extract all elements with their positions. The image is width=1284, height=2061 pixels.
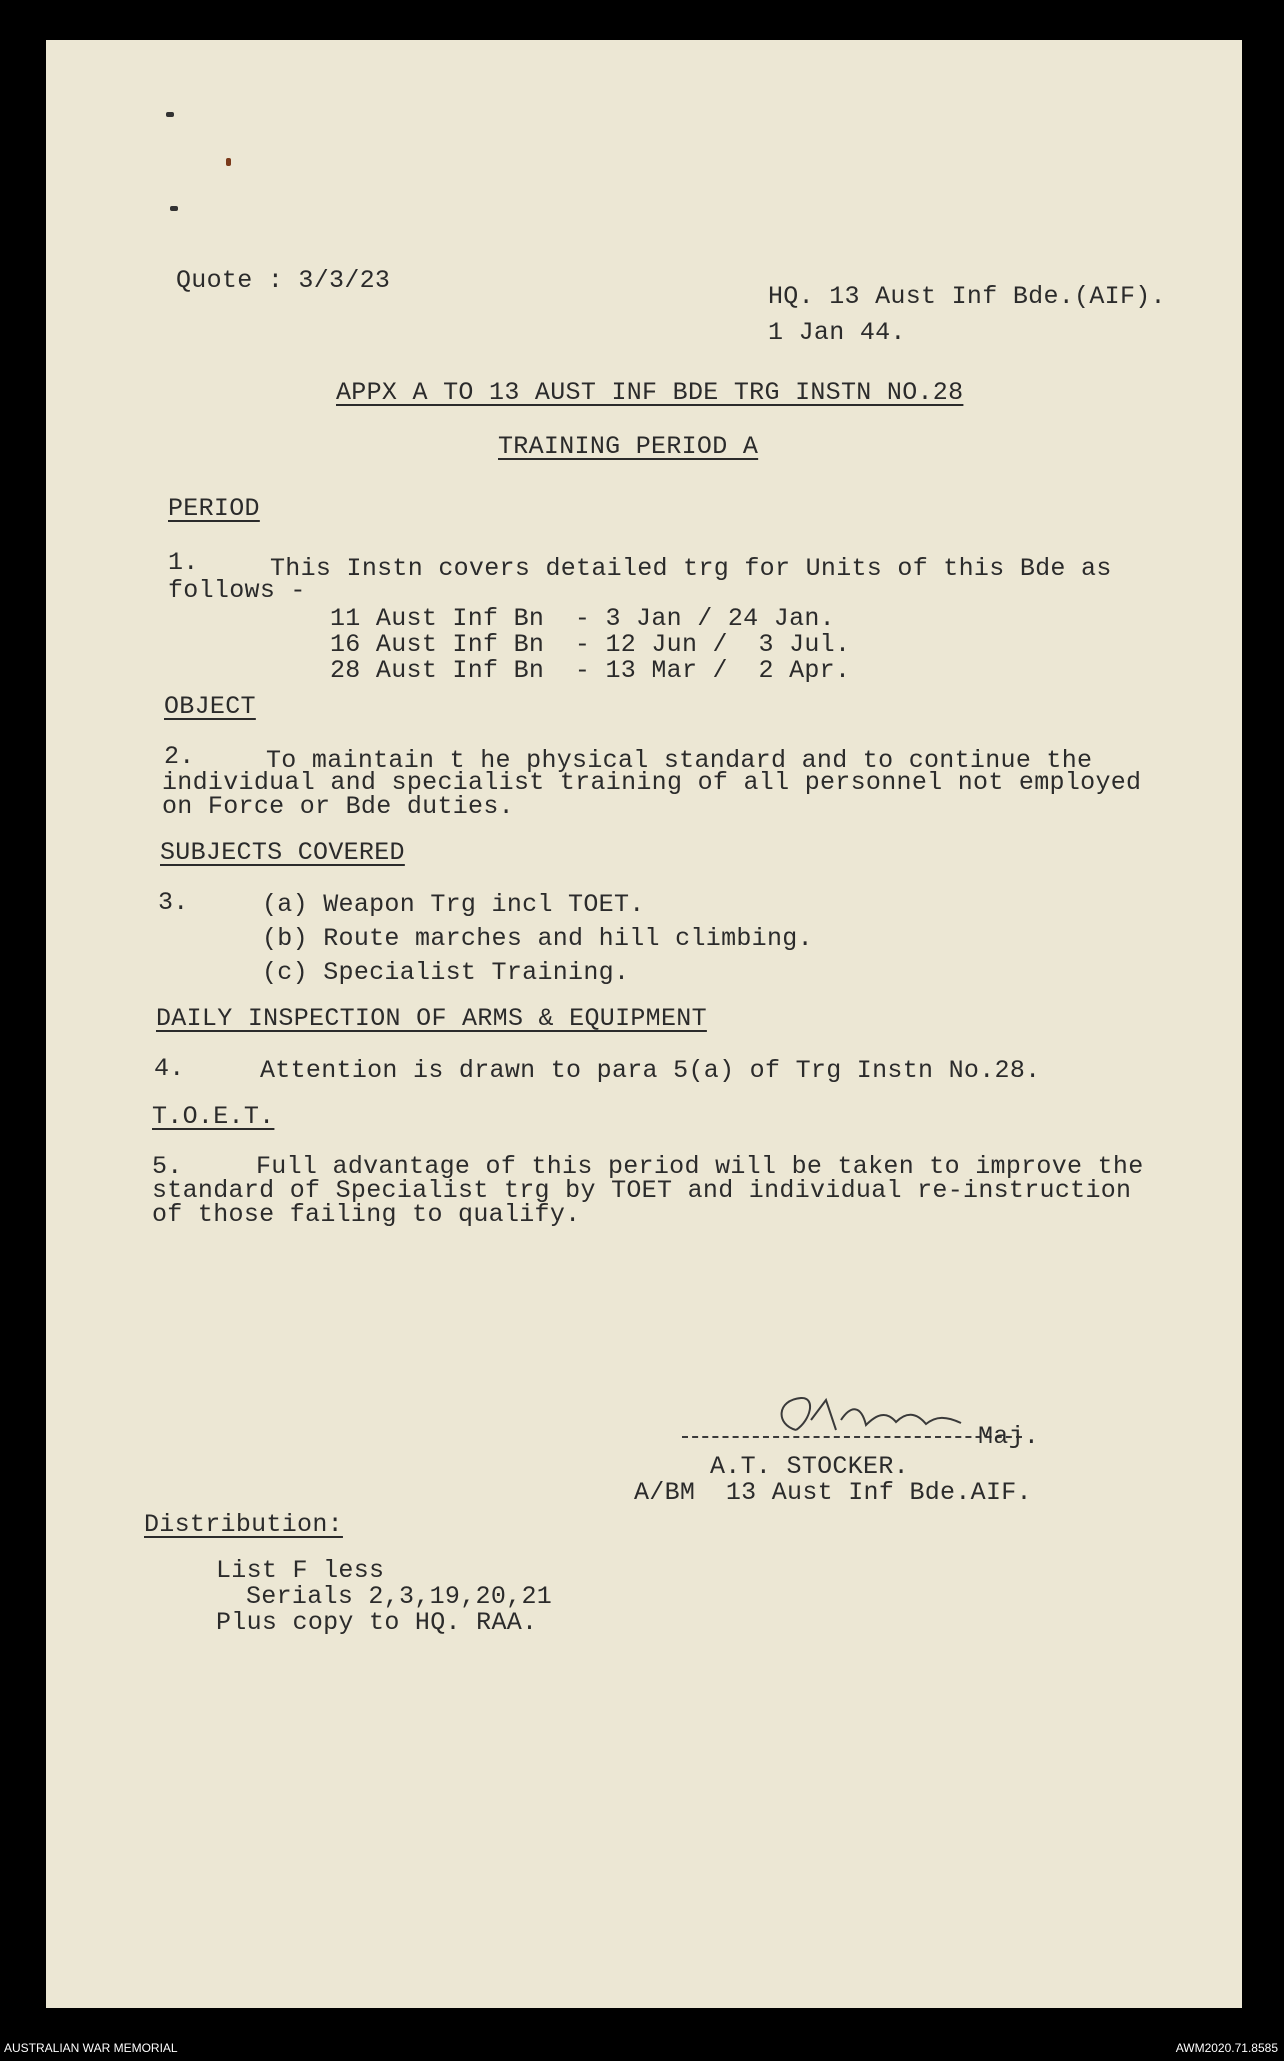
para-5-line-3: of those failing to qualify. [152, 1200, 581, 1229]
distribution-line: List F less [216, 1556, 385, 1585]
para-number: 5. [152, 1152, 183, 1181]
para-1-line-1: This Instn covers detailed trg for Units of this Bde as [270, 554, 1112, 583]
signature-name: A.T. STOCKER. [710, 1452, 909, 1481]
document-date: 1 Jan 44. [768, 318, 906, 347]
unit-row: 28 Aust Inf Bn - 13 Mar / 2 Apr. [330, 656, 851, 685]
para-2-line-1: To maintain t he physical standard and to continue the [266, 746, 1093, 775]
unit-row: 16 Aust Inf Bn - 12 Jun / 3 Jul. [330, 630, 851, 659]
archive-credit: AUSTRALIAN WAR MEMORIAL [4, 2041, 178, 2055]
section-heading-object: OBJECT [164, 692, 256, 721]
staple-mark [226, 158, 231, 166]
staple-mark [170, 206, 178, 211]
para-5-line-2: standard of Specialist trg by TOET and individual re-instruction [152, 1176, 1132, 1205]
document-title: APPX A TO 13 AUST INF BDE TRG INSTN NO.28 [336, 378, 964, 407]
para-4-text: Attention is drawn to para 5(a) of Trg Instn No.28. [260, 1056, 1041, 1085]
signature-line [682, 1436, 1022, 1438]
para-5-line-1: Full advantage of this period will be taken to improve the [256, 1152, 1144, 1181]
section-heading-period: PERIOD [168, 494, 260, 523]
para-number: 4. [154, 1054, 185, 1083]
signature-role: A/BM 13 Aust Inf Bde.AIF. [634, 1478, 1032, 1507]
quote-reference: Quote : 3/3/23 [176, 266, 391, 295]
para-2-line-3: on Force or Bde duties. [162, 792, 514, 821]
section-heading-toet: T.O.E.T. [152, 1102, 275, 1131]
signature-rank: Maj. [978, 1422, 1040, 1451]
section-heading-subjects: SUBJECTS COVERED [160, 838, 405, 867]
distribution-line: Serials 2,3,19,20,21 [246, 1582, 553, 1611]
hq-heading: HQ. 13 Aust Inf Bde.(AIF). [768, 282, 1166, 311]
archive-id: AWM2020.71.8585 [1175, 2041, 1278, 2055]
unit-row: 11 Aust Inf Bn - 3 Jan / 24 Jan. [330, 604, 835, 633]
para-2-line-2: individual and specialist training of all personnel not employed [162, 768, 1142, 797]
staple-mark [166, 112, 174, 117]
para-1-line-2: follows - [168, 576, 306, 605]
para-number: 1. [168, 548, 199, 577]
subject-item: (b) Route marches and hill climbing. [262, 924, 813, 953]
distribution-line: Plus copy to HQ. RAA. [216, 1608, 538, 1637]
para-number: 2. [164, 742, 195, 771]
document-page [46, 40, 1242, 2008]
para-number: 3. [158, 888, 189, 917]
handwritten-signature [766, 1390, 976, 1450]
distribution-heading: Distribution: [144, 1510, 343, 1539]
subject-item: (c) Specialist Training. [262, 958, 630, 987]
subject-item: (a) Weapon Trg incl TOET. [262, 890, 645, 919]
document-subtitle: TRAINING PERIOD A [498, 432, 759, 461]
section-heading-inspection: DAILY INSPECTION OF ARMS & EQUIPMENT [156, 1004, 707, 1033]
